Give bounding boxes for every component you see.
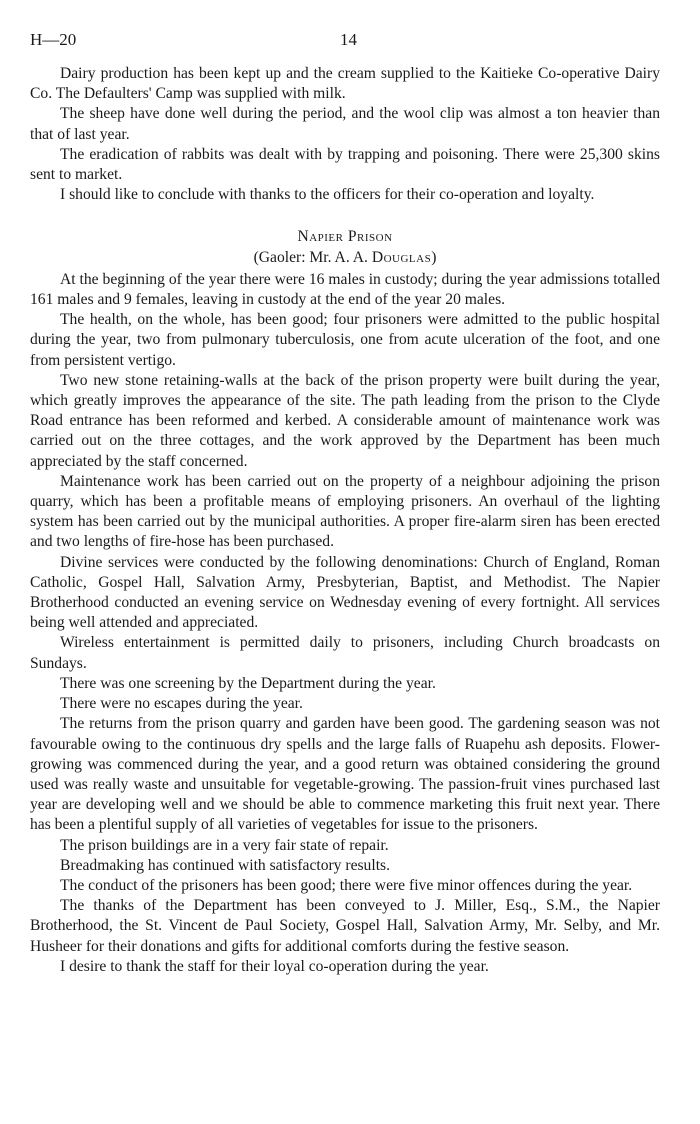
paragraph-conduct: The conduct of the prisoners has been good; there were five minor offences during the year. (60, 876, 633, 894)
paragraph-dairy: Dairy production has been kept up and the cream supplied to the Kaitieke Co-operative Dairy Co. The Defaulters' Camp was supplied with milk. (30, 65, 660, 103)
paragraph-rabbits: The eradication of rabbits was dealt with by trapping and poisoning. There were 25,300 skins sent to market. (30, 145, 660, 184)
paragraph-maintenance: Maintenance work has been carried out on the property of a neighbour adjoining the prison quarry, which has been a profitable means of employing prisoners. An overhaul of the lighting system has been carried out by the municipal authorities. A proper fire-alarm siren has been erected and two lengths of fire-hose has been purchased. (30, 472, 660, 551)
paragraph-health: The health, on the whole, has been good; four prisoners were admitted to the public hospital during the year, two from pulmonary tuberculosis, one from acute ulceration of the foot, and one from persistent vertigo. (30, 311, 660, 369)
paragraph-quarry-garden: The returns from the prison quarry and garden have been good. The gardening season was not favourable owing to the continuous dry spells and the large falls of Ruapehu ash deposits. Flower-growing was commenced during the year, and a good return was obtained considering the ground used was really waste and unsuitable for vegetable-growing. The passion-fruit vines purchased last year are developing well and we should be able to commence marketing this fruit next year. There has been a plentiful supply of all varieties of vegetables for issue to the prisoners. (30, 715, 660, 834)
page-number: 14 (340, 30, 357, 49)
report-reference: H—20 (30, 30, 77, 49)
paragraph-thanks-donors: The thanks of the Department has been conveyed to J. Miller, Esq., S.M., the Napier Brotherhood, the St. Vincent de Paul Society, Gospel Hall, Salvation Army, Mr. Selby, and Mr. Husheer for their donations and gifts for additional comforts during the festive season. (30, 897, 660, 955)
section-subtitle (30, 248, 660, 268)
paragraph-conclusion: I should like to conclude with thanks to the officers for their co-operation and loyalty. (60, 186, 595, 204)
paragraph-breadmaking: Breadmaking has continued with satisfactory results. (60, 856, 390, 874)
paragraph-thanks-staff: I desire to thank the staff for their loyal co-operation during the year. (60, 957, 489, 975)
paragraph-divine-services: Divine services were conducted by the following denominations: Church of England, Roman Catholic, Gospel Hall, Salvation Army, Presbyterian, Baptist, and Methodist. The Napier Brotherhood conducted an evening service on Wednesday evening of every fortnight. All services being well attended and appreciated. (30, 553, 660, 632)
paragraph-buildings: The prison buildings are in a very fair state of repair. (60, 836, 389, 854)
gaoler-suffix: ) (431, 248, 437, 266)
gaoler-name: Douglas (371, 248, 432, 266)
section-title: Napier Prison (297, 228, 393, 246)
paragraph-retaining-walls: Two new stone retaining-walls at the back of the prison property were built during the year, which greatly improves the appearance of the site. The path leading from the prison to the Clyde Road entrance has been reformed and kerbed. A considerable amount of maintenance work was carried out on the three cottages, and the work approved by the Department has been much appreciated by the staff concerned. (30, 371, 660, 470)
gaoler-prefix: (Gaoler: Mr. A. A. (253, 248, 372, 266)
paragraph-escapes: There were no escapes during the year. (60, 695, 303, 713)
paragraph-custody: At the beginning of the year there were 16 males in custody; during the year admissions totalled 161 males and 9 females, leaving in custody at the end of the year 20 males. (30, 270, 660, 309)
paragraph-sheep: The sheep have done well during the period, and the wool clip was almost a ton heavier than that of last year. (30, 105, 660, 143)
paragraph-screening: There was one screening by the Department during the year. (60, 674, 436, 692)
page-header (30, 30, 670, 52)
page-body (30, 64, 660, 977)
paragraph-wireless: Wireless entertainment is permitted daily to prisoners, including Church broadcasts on Sundays. (30, 634, 660, 672)
